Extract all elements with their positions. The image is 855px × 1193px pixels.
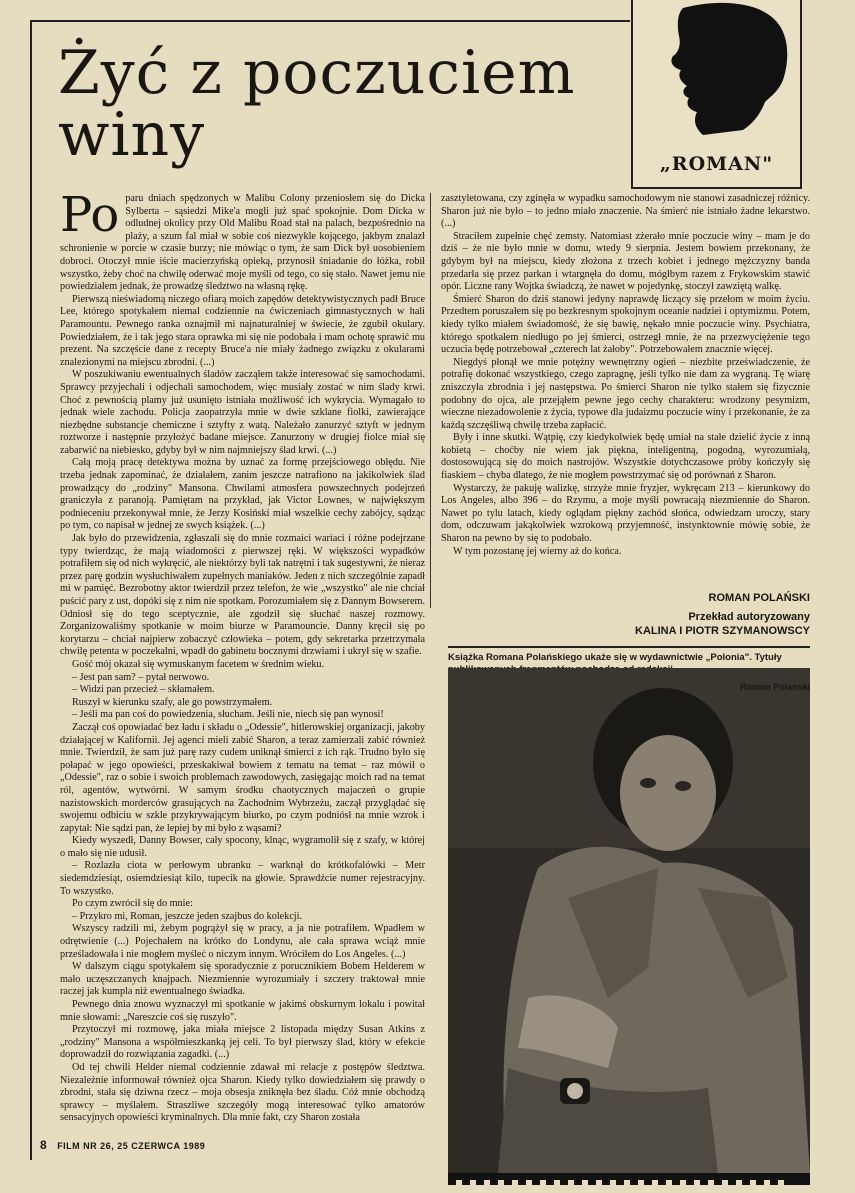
paragraph: Śmierć Sharon do dziś stanowi jedyny naprawdę liczący się przełom w moim życiu. Przedtem poruszałem się po bezkresnym spokojnym oceanie nadziei i optymizmu. Potem, kiedy tylko miałem świadomość, że się bawię, nękało mnie poczucie winy. Psychiatra, którego spotkałem niedługo po jej śmierci, ostrzegł mnie, że na przezwyciężenie tego uczucia będę potrzebował „czterech lat żałoby". Potrzebowałem znacznie więcej. [441, 293, 810, 356]
paragraph: Przytoczył mi rozmowę, jaka miała miejsce 2 listopada między Susan Atkins z „rodziny" Mansona a współmieszkanką jej celi. To był pierwszy ślad, który w efekcie doprowadził do rozwiązania zagadki. (...) [60, 1024, 425, 1061]
article-title [58, 38, 598, 170]
issue-line: FILM NR 26, 25 CZERWCA 1989 [57, 1141, 206, 1151]
portrait-photo [448, 668, 810, 1173]
paragraph: Zaczął coś opowiadać bez ładu i składu o „Odessie", hitlerowskiej organizacji, jakoby działającej w Kalifornii. Jej agenci mieli zabić Sharon, a teraz zamierzali zabić również mnie. Twierdził, że sam już parę razy cudem uniknął śmierci z ich rąk. Trudno było się połapać w jego opowieści, przeskakiwał bowiem z tematu na temat – raz mówił o „Odessie", raz o sobie i swoich problemach zawodowych, zasięgając moich rad na temat ról, agentów, wytwórni. W samym środku chaotycznych majaczeń o grupie nazistowskich morderców grasujących na Zachodnim Wybrzeżu, zaczął przyglądać się swojemu odbiciu w szkle przykrywającym biurko, po czym podniósł na mnie wzrok i zapytał: Nie sądzi pan, że lepiej by mi było z wąsami? [60, 721, 425, 834]
right-column [430, 193, 810, 608]
title-line-2: winy [58, 100, 206, 170]
paragraph: Wszyscy radzili mi, żebym pogrążył się w pracy, a ja nie potrafiłem. Wpadłem w odrętwienie (...) Pojechałem na krótko do Londynu, ale cała sprawa wciąż mnie prześladowała i nie mogłem myśleć o niczym innym. Wróciłem do Los Angeles. (...) [60, 923, 425, 960]
paragraph: zasztyletowana, czy zginęła w wypadku samochodowym nie stanowi zasadniczej różnicy. Sharon już nie było – to jedno miało znaczenie. Na śmierć nie istniało żadne lekarstwo. (...) [441, 193, 810, 230]
paragraph: Straciłem zupełnie chęć zemsty. Natomiast zżerało mnie poczucie winy – mam je do dziś – że nie było mnie w domu, wtedy 9 sierpnia. Jestem bowiem przekonany, że gdybym był na miejscu, kiedy złożona z trzech kobiet i jednego mężczyzny banda przedarła się przez parkan i wtargnęła do domu, mógłbym razem z Frykowskim stawić opór. Liczne rany Wojtka świadczą, że nawet w pojedynkę, stoczył zawziętą walkę. [441, 230, 810, 293]
paragraph: Wystarczy, że pakuję walizkę, strzyże mnie fryzjer, wykręcam 213 – kierunkowy do Los Angeles, albo 396 – do Rzymu, a moje myśli powracają niezmiennie do Sharon. Nawet po tylu latach, kiedy oglądam piękny zachód słońca, odwiedzam uroczy, stary dom, odczuwam jakąkolwiek wzrokową przyjemność, instynktownie mówię sobie, że Sharon na pewno by się to podobało. [441, 482, 810, 545]
paragraph: W poszukiwaniu ewentualnych śladów zacząłem także interesować się samochodami. Sprawcy przyjechali i odjechali samochodem, więc musiały zostać w nim ślady krwi. Choć z pewnością plamy już usunięto istniała możliwość ich wykrycia. Wymagało to jednak wiele zachodu. Policja zaopatrzyła mnie w dwie szklane fiolki, zawierające niezbędne substancje chemiczne i sztyfty z watą. Należało zanurzyć sztyft w jednym roztworze i następnie przyłożyć badane miejsce. Zanurzony w drugiej fiolce miał się zabarwić na niebiesko, gdyby był w nim najmniejszy ślad krwi. (...) [60, 369, 425, 456]
profile-silhouette-icon [643, 0, 793, 150]
portrait-photo-icon [448, 668, 810, 1173]
paragraph: Od tej chwili Helder niemal codziennie zdawał mi relacje z postępów śledztwa. Niezależnie informował również ojca Sharon. Kiedy tylko dowiedziałem się prawdy o zbrodni, stała się dziwna rzecz – moja obsesja zniknęła bez śladu. Cóż mnie obchodzą sprawcy – myślałem. Straszliwe szczegóły mogą interesować tylko amatorów sensacyjnych opowieści kryminalnych. Dla mnie fakt, czy Sharon została [60, 1061, 425, 1124]
translation-line-1: Przekład autoryzowany [688, 611, 810, 623]
silhouette-label: „ROMAN" [659, 153, 774, 175]
page-footer [40, 1138, 205, 1152]
left-column [60, 193, 425, 1143]
title-line-1: Żyć z poczuciem [58, 38, 576, 108]
note-signature: Roman Polański [739, 682, 810, 692]
paragraph: W dalszym ciągu spotykałem się sporadycznie z porucznikiem Bobem Helderem w mało uczęszczanych knajpach. Niezmiennie wyrozumiały i szczery traktował mnie raczej jak kumpla niż ewentualnego świadka. [60, 961, 425, 998]
translation-line-2: KALINA I PIOTR SZYMANOWSCY [635, 625, 810, 637]
drop-cap: Po [60, 193, 120, 243]
left-paragraphs [60, 193, 425, 1125]
paragraph: – Widzi pan przecież – skłamałem. [72, 684, 215, 696]
top-border [30, 20, 630, 22]
right-paragraphs [441, 193, 810, 558]
paragraph: Gość mój okazał się wymuskanym facetem w średnim wieku. [72, 658, 325, 670]
paragraph: Pierwszą nieświadomą niczego ofiarą moich zapędów detektywistycznych padł Bruce Lee, którego spotykałem niemal codziennie na ćwiczeniach gimnastycznych w hali Paramountu. Pewnego ranka oznajmił mi najnaturalniej w świecie, że zgubił okulary. Powiedziałem, że i tak jego stara oprawka mi się nie podobała i mam ochotę sprawić mu prezent. Na szczęście dane z recepty Bruce'a nie miały żadnego związku z okularami znalezionymi na miejscu zbrodni. (...) [60, 293, 425, 368]
author-signature: ROMAN POLAŃSKI [708, 592, 810, 604]
paragraph: paru dniach spędzonych w Malibu Colony przeniosłem się do Dicka Sylberta – sąsiedzi Mike'a mogli już spać spokojnie. Dom Dicka w odludnej okolicy przy Old Malibu Road stał na palach, bezpośrednio na plaży, a szum fal miał w sobie coś niezwykle kojącego, jakbym znalazł schronienie w porcie w czasie burzy; nie mówiąc o tym, że sam Dick był uosobieniem dobroci. Otoczył mnie iście macierzyńską opieką, przynosił śniadanie do łóżka, robił wszystko, żeby choć na chwilę oderwać moje myśli od tego, co się stało. Nawet jemu nie powiedziałem jednak, że prowadzę śledztwo na własną rękę. [60, 193, 425, 293]
paragraph: Niegdyś płonął we mnie potężny wewnętrzny ogień – niezbite przeświadczenie, że potrafię dokonać wszystkiego, czego zapragnę, jeśli tylko nie dam za wygraną. Tę wiarę zniszczyła zbrodnia i jej następstwa. Po śmierci Sharon nie tylko stałem się fizycznie podobny do ojca, ale przejąłem pewne jego cechy charakteru: wrodzony pesymizm, wieczne niezadowolenie z życia, typowe dla judaizmu poczucie winy i przekonanie, że za każdą szczęśliwą chwilę trzeba zapłacić. [441, 356, 810, 431]
paragraph: Po czym zwrócił się do mnie: [72, 898, 193, 910]
paragraph: – Jest pan sam? – pytał nerwowo. [72, 671, 210, 683]
paragraph: W tym pozostanę jej wierny aż do końca. [453, 545, 622, 557]
paragraph: – Jeśli ma pan coś do powiedzenia, słucham. Jeśli nie, niech się pan wynosi! [72, 709, 384, 721]
film-strip [448, 1173, 810, 1185]
paragraph: Ruszył w kierunku szafy, ale go powstrzymałem. [72, 696, 273, 708]
paragraph: Jak było do przewidzenia, zgłaszali się do mnie rozmaici wariaci i różne podejrzane typy twierdząc, że mają wiadomości z pierwszej ręki. W większości wypadków potrafiłem się od nich wykręcić, ale niektórzy byli tak natrętni i tak sugestywni, że nieraz przez parę godzin wysłuchiwałem zupełnych maniaków. Jeden z nich szczególnie zapadł mi w pamięć. Bezrobotny aktor twierdził przez telefon, że wie „wszystko" ale nie chciał puścić pary z ust, dopóki się z nim nie spotkam. Porozumiałem się z Dannym Bowserem. Odniosł się do tego sceptycznie, ale zgodził się słuchać naszej rozmowy. Zorganizowaliśmy spotkanie w moim biurze w Paramouncie. Danny kręcił się po korytarzu – chciał najpierw zobaczyć człowieka – potem, gdy sekretarka przetrzymała chwilę petenta w poczekalni, wpadł do gabinetu bocznymi drzwiami i ukrył się w szafie. [60, 533, 425, 658]
translation-credit [560, 610, 810, 638]
left-border [30, 20, 32, 1160]
silhouette-box [631, 0, 802, 189]
paragraph: Pewnego dnia znowu wyznaczył mi spotkanie w jakimś obskurnym lokalu i powitał mnie słowami: „Nareszcie coś się ruszyło". [60, 999, 425, 1023]
editorial-note: Książka Romana Polańskiego ukaże się w wydawnictwie „Polonia". Tytuły [448, 652, 782, 663]
divider [448, 646, 810, 648]
paragraph: Kiedy wyszedł, Danny Bowser, cały spocony, klnąc, wygramolił się z szafy, w której o mało się nie udusił. [60, 835, 425, 859]
page-number: 8 [40, 1138, 48, 1152]
paragraph: Były i inne skutki. Wątpię, czy kiedykolwiek będę umiał na stałe dzielić życie z inną kobietą – choćby nie wiem jak piękna, inteligentną, pogodną, wyrozumiałą, dostosowującą się do moich nastrojów. Wszystkie dotychczasowe próby kończyły się fiaskiem – chyba dlatego, że nie mogłem powstrzymać się od porównań z Sharon. [441, 432, 810, 482]
paragraph: – Rozlazła ciota w perłowym ubranku – warknął do krótkofalówki – Metr siedemdziesiąt, osiemdziesiąt kilo, tupecik na głowie. Sprawdźcie numer rejestracyjny. To wszystko. [60, 860, 425, 897]
paragraph: Całą moją pracę detektywa można by uznać za formę przejściowego obłędu. Nie trzeba jednak zapominać, że działałem, zanim jeszcze natrafiono na jakikolwiek ślad prowadzący do „rodziny" Mansona. Chwilami atmosfera powszechnych podejrzeń graniczyła z paranoją. Pamiętam na przykład, jak Victor Lownes, w największym podnieceniu przekonywał mnie, że Jerzy Kosiński miał wszelkie cechy zabójcy, sądząc po tym, co napisał w jednej ze swych książek. (...) [60, 457, 425, 532]
paragraph: – Przykro mi, Roman, jeszcze jeden szajbus do kolekcji. [72, 910, 303, 922]
